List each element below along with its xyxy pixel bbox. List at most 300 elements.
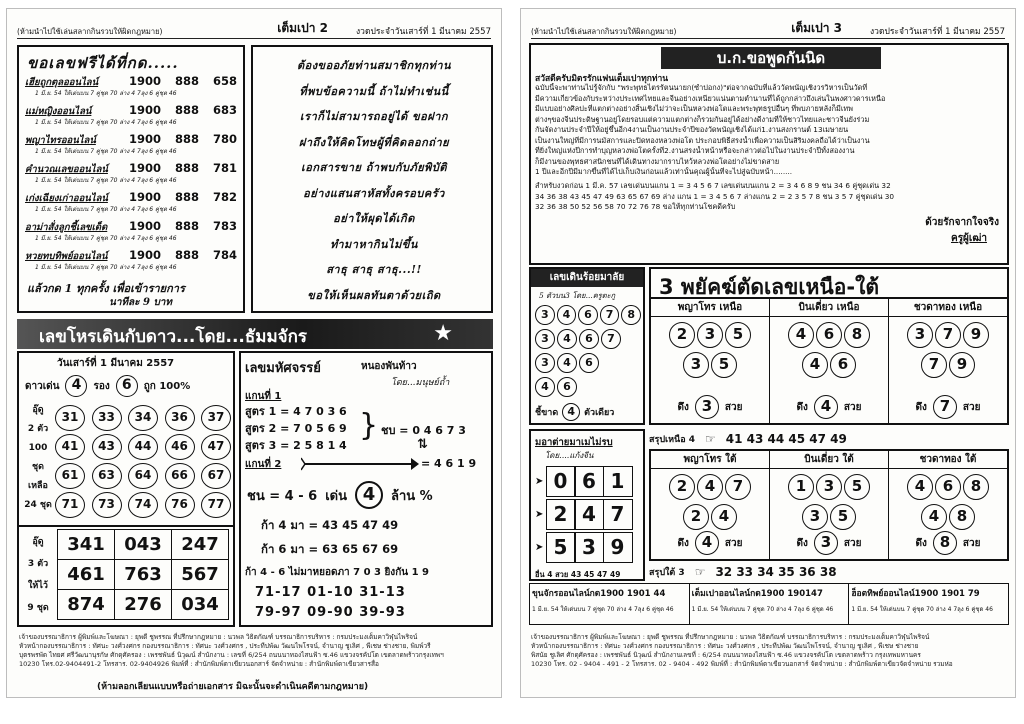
two-digit-cell: 36 — [165, 405, 195, 431]
moa-row — [535, 531, 641, 564]
two-digit-row — [55, 432, 231, 461]
tiger-suay-label: สวย — [962, 401, 981, 413]
phone-row — [25, 249, 239, 278]
two-digit-cell: 31 — [55, 405, 85, 431]
tiger-suay-label: สวย — [843, 537, 862, 549]
three-digit-cell: 461 — [58, 560, 115, 590]
phone-row-sub: 1 มี.ย. 54 ให้เด่นบน 7 คู่ชุด 70 ล่าง 4 7ลุง 6 คู่ชุด 46 — [35, 206, 177, 213]
three-digit-cell: 874 — [58, 590, 115, 620]
left-page — [6, 8, 502, 698]
tiger-column — [889, 299, 1007, 423]
magic-by: หนองพันท้าว — [361, 361, 417, 372]
ad-1-sub: 1 มี.ย. 54 ให้เด่นบน 7 คู่ชุด 70 ล่าง 4 7ลุง 6 คู่ชุด 46 — [532, 606, 674, 613]
h6-line: ก้า 6 มา = 63 65 67 69 — [261, 542, 399, 556]
chon-row — [247, 481, 433, 509]
two-digit-label: เหลือ — [28, 481, 48, 491]
two-digit-cell: 76 — [165, 492, 195, 518]
tiger-cell: 4 — [921, 504, 947, 530]
notice-line: อย่างแสนสาหัสทั้งครอบครัว — [303, 186, 445, 200]
moa-row — [535, 465, 641, 498]
formula-list — [245, 403, 347, 454]
tiger-cell: 4 — [802, 352, 828, 378]
star-icon: ★ — [433, 321, 453, 346]
tiger-cell: 6 — [816, 322, 842, 348]
two-digit-cell: 34 — [128, 405, 158, 431]
tiger-row-2 — [889, 504, 1007, 530]
tiger-cell: 8 — [949, 504, 975, 530]
tiger-dig-row — [651, 395, 769, 419]
moa-title: มอาต่ายมาเมไม่รบ — [535, 437, 613, 448]
right-page — [520, 8, 1016, 698]
notice-lines — [261, 53, 487, 308]
three-digit-label: 9 ชุด — [27, 603, 49, 613]
notice-line: เราก็ไม่สามารถอยู่ได้ ขอฝาก — [299, 110, 449, 123]
tiger-row-2 — [770, 352, 888, 378]
tiger-dig-label: ดึง — [677, 401, 689, 413]
two-digit-cell: 61 — [55, 463, 85, 489]
notice-line: เอกสารขาย ถ้าพบกับภัยพิบัติ — [300, 161, 448, 174]
tiger-cell: 2 — [669, 322, 695, 348]
walk-row — [535, 327, 641, 351]
tiger-column-title: บินเดี่ยว เหนือ — [770, 299, 888, 317]
tiger-dig-number: 7 — [933, 395, 957, 419]
walk-sub: 5 ตัวบน3 โดย...ครูตะกู — [539, 291, 616, 300]
walk-foot-word: ตัวเดียว — [584, 408, 615, 418]
ad-2 — [690, 584, 850, 624]
three-digit-labels — [23, 531, 53, 619]
moa-cell: 9 — [603, 532, 633, 563]
signature-1: ด้วยรักจากใจจริง — [925, 217, 999, 228]
two-digit-cell: 46 — [165, 434, 195, 460]
moa-foot: อื่น 4 สวย 43 45 47 49 — [535, 570, 621, 579]
walk-cell: 4 — [557, 329, 577, 349]
tiger-dig-row — [889, 395, 1007, 419]
tiger-cell: 5 — [725, 322, 751, 348]
editor-talk-box — [529, 43, 1009, 265]
paragraph-line: กันจัดงานประจำปีให้อยู่ขึ้นอีก4งานเป็นงานประจำปีของวัดพนัญเชิงได้แก่1.งานสงกรานต์ 13เมษายน — [535, 125, 849, 134]
phone-row-code: 783 — [213, 219, 238, 233]
top-result: ชบ = 0 4 6 7 3 — [381, 424, 466, 437]
two-digit-cell: 37 — [201, 405, 231, 431]
dao-date: วันเสาร์ที่ 1 มีนาคม 2557 — [57, 358, 175, 369]
tiger-cell: 3 — [802, 504, 828, 530]
two-digit-grid — [55, 403, 231, 519]
phone-row-name: คำนวณเลขออนไลน์ — [25, 164, 108, 175]
walk-cell: 8 — [621, 305, 641, 325]
tiger-dig-number: 3 — [814, 531, 838, 555]
formula-line: สูตร 2 = 7 0 5 6 9 — [245, 422, 347, 435]
phone-row-code: 780 — [213, 132, 238, 146]
dao-lead-row — [25, 375, 190, 397]
moa-row — [535, 498, 641, 531]
walk-box — [529, 267, 645, 425]
phone-row — [25, 75, 239, 104]
walk-cell: 6 — [557, 377, 577, 397]
paragraph-line: ต่างๆของจีนประดิษฐานอยู่โดยรอบแต่ความแตกต่างก็รวมกันอยู่ได้อย่างดีงามที่ให้ชาวไทยและชาวจีนยังร่วม — [535, 114, 870, 124]
magic-title: เลขมหัศจรรย์ — [245, 361, 321, 376]
tiger-dig-label: ดึง — [915, 537, 927, 549]
stats-block — [535, 181, 1005, 213]
left-footer-3: บุตรพรพัด ไทยศ ศรีวัฒนานุรกัษ ศักดุศัครอง : เพรชพันธ์ นิวุฒน์ สำนักงาน : เลขที่ 6/254 ถนนนาทองไสนฟ้า ซ.46 แขวงจรคัปโต เขตลาดพร้าวกรุงเทพฯ — [19, 651, 444, 659]
moa-cell: 5 — [546, 532, 576, 563]
lead-word: เด่น — [325, 488, 347, 504]
tiger-cell: 3 — [683, 352, 709, 378]
magic-by2: โดย...มนุษย์ถ้ำ — [391, 378, 450, 388]
phone-row-sub: 1 มี.ย. 54 ให้เด่นบน 7 คู่ชุด 70 ล่าง 4 7ลุง 6 คู่ชุด 46 — [35, 119, 177, 126]
tiger-dig-number: 4 — [695, 531, 719, 555]
phone-row-code: 683 — [213, 103, 238, 117]
dao-divider — [19, 525, 233, 527]
paragraph-line: มีแบบอย่างศิลปะที่แตกต่างอย่างสิ้นเชิงไม่ว่าจะเป็นหลวงพ่อโตและพระพุทธรูปอื่นๆ ที่พบภายหลังก็มีเทพ — [535, 104, 853, 113]
tiger-dig-label: ดึง — [796, 537, 808, 549]
signature-2: ครูผู้เฒ่า — [951, 233, 987, 244]
right-header-date: งวดประจำวันเสาร์ที่ 1 มีนาคม 2557 — [870, 27, 1005, 37]
phone-row-name: พญาไทรออนไลน์ — [25, 135, 96, 146]
ad-1 — [530, 584, 690, 624]
tiger-cell: 4 — [697, 474, 723, 500]
phone-row-mid: 888 — [175, 190, 200, 204]
tiger-dig-number: 4 — [814, 395, 838, 419]
paragraph-line: มีความเกี่ยวข้องกับระหว่างประเทศไทยและจีนอย่างเหนียวแน่นตามตำนานที่ได้ถูกกล่าวถึงเล่นในพงศาวดารเหนือ — [535, 93, 886, 103]
walk-cell: 3 — [535, 329, 555, 349]
phone-row — [25, 133, 239, 162]
tiger-row-1 — [889, 474, 1007, 500]
tiger-dig-number: 3 — [695, 395, 719, 419]
formula-line: สูตร 1 = 4 7 0 3 6 — [245, 405, 347, 418]
tiger-cell: 6 — [935, 474, 961, 500]
phone-row-name: แม่หญิงออนไลน์ — [25, 106, 92, 117]
notice-line: ฝาถึงให้คิดโทษผู้ที่คิดลอกถ่าย — [298, 135, 450, 149]
notice-box — [251, 45, 493, 313]
phone-row-mid: 888 — [175, 132, 200, 146]
notice-line: ขอให้เห็นผลทันตาด้วยเถิด — [307, 288, 441, 302]
tiger-cell: 8 — [963, 474, 989, 500]
paragraph-line: 1 ปีและอีกปีมีมากขึ้นที่ได้ไปเก็บเงินก่อนแล้วเท่านั้นคุณผู้นั้นที่จะไปสู่ฉบับหน้า........ — [535, 167, 793, 176]
tiger-column-title: บินเดี่ยว ใต้ — [770, 451, 888, 469]
tiger-suay-label: สวย — [843, 401, 862, 413]
right-footer-1: เจ้าของบรรณาธิการ ผู้พิมพ์และโฆษณา : ยุพดี ชูพรรณ ที่ปรึกษากฎหมาย : นวพล วิธิตกัณฑ์ บรรณาธิการบริหาร : กรมประมงเต็มคาวิฬุนไพริจน์ — [531, 633, 930, 641]
tiger-column — [770, 451, 889, 559]
walk-title: เลขเดินร้อยมาลัย — [531, 269, 643, 287]
south-summary-label: สรุปใต้ 3 — [649, 568, 685, 578]
two-digit-row — [55, 490, 231, 519]
walk-cell: 6 — [578, 305, 598, 325]
phone-row-prefix: 1900 — [129, 190, 162, 204]
notice-line: อย่าให้ผุดได้เกิด — [333, 212, 415, 225]
ad-1-title: ขุนจักรออนไลน์กด1900 1901 44 — [532, 589, 666, 599]
tiger-column — [889, 451, 1007, 559]
north-summary-label: สรุปเหนือ 4 — [649, 435, 696, 445]
two-digit-row — [55, 461, 231, 490]
tiger-column-title: พญาโทร เหนือ — [651, 299, 769, 317]
walk-row — [535, 303, 641, 327]
walk-cell: 6 — [579, 329, 599, 349]
pointing-hand-icon: ☞ — [705, 432, 716, 446]
south-columns — [649, 449, 1009, 561]
walk-cell: 3 — [535, 305, 555, 325]
three-digit-row — [58, 560, 229, 590]
phone-list — [25, 75, 239, 278]
moa-cell: 7 — [603, 499, 633, 530]
north-summary — [649, 429, 1009, 449]
phone-row-sub: 1 มี.ย. 54 ให้เด่นบน 7 คู่ชุด 70 ล่าง 4 7ลุง 6 คู่ชุด 46 — [35, 90, 177, 97]
tiger-cell: 4 — [711, 504, 737, 530]
notice-line: ที่พบข้อความนี้ ถ้าไม่ทำเช่นนี้ — [299, 84, 449, 98]
stats-line-3: 32 36 38 50 52 56 58 70 72 76 78 ขอให้ทุกท่านโชคดีครับ — [535, 202, 736, 211]
left-header-note: (ห้ามนำไปใช้เล่นสลากกินรวบให้ผิดกฎหมาย) — [17, 27, 163, 36]
method1-label: แกนที่ 1 — [245, 391, 282, 402]
tiger-dig-label: ดึง — [677, 537, 689, 549]
tiger-row-2 — [770, 504, 888, 530]
tiger-column-title: พญาโทร ใต้ — [651, 451, 769, 469]
tiger-cell: 9 — [949, 352, 975, 378]
paragraph-line: ฉบับนี้จะพาท่านไปรู้จักกับ "พระพุทธไตรรัตนนายก(ซำปอกง)"ต่อจากฉบับที่แล้ววัดพนัญเชิงวรวิหารเป็นวัดที่ — [535, 83, 868, 92]
three-digit-cell: 043 — [115, 530, 172, 560]
ad-3-sub: 1 มี.ย. 54 ให้เด่นบน 7 คู่ชุด 70 ล่าง 4 7ลุง 6 คู่ชุด 46 — [851, 606, 993, 613]
right-footer-4: 10230 โทร. 02 - 9404 - 491 - 2 โทรสาร. 02 - 9404 - 492 พิมพ์ที่ : สำนักพิมพ์ตาเขียวนอกสาร์ จัดจำหน่าย : สำนักพิมพ์ตาเขียวจัดจำหน่าย รวมห่อ — [531, 660, 953, 668]
ad-3 — [849, 584, 1008, 624]
two-digit-cell: 44 — [128, 434, 158, 460]
walk-cell: 4 — [557, 353, 577, 373]
million-label: ล้าน % — [390, 488, 433, 504]
left-header-date: งวดประจำวันเสาร์ที่ 1 มีนาคม 2557 — [356, 27, 491, 37]
lead-number: 4 — [355, 481, 383, 509]
tiger-cell: 4 — [907, 474, 933, 500]
two-digit-row — [55, 403, 231, 432]
two-digit-label: 100 — [28, 443, 48, 453]
tiger-dig-row — [889, 531, 1007, 555]
formula-line: สูตร 3 = 2 5 8 1 4 — [245, 439, 347, 452]
walk-foot — [535, 403, 614, 421]
phone-row-mid: 888 — [175, 219, 200, 233]
two-digit-cell: 41 — [55, 434, 85, 460]
walk-cell: 4 — [557, 305, 577, 325]
three-tigers-title-box — [649, 267, 1009, 299]
walk-cell: 3 — [535, 353, 555, 373]
tiger-cell: 5 — [711, 352, 737, 378]
dao-second-number: 6 — [116, 375, 138, 397]
phone-row — [25, 191, 239, 220]
tiger-cell: 3 — [816, 474, 842, 500]
right-header-note: (ห้ามนำไปใช้เล่นสลากกินรวบให้ผิดกฎหมาย) — [531, 27, 677, 36]
moa-by: โดย....แก้งจีน — [545, 451, 594, 460]
dao-second-label: รอง — [93, 380, 110, 392]
two-digit-cell: 33 — [92, 405, 122, 431]
three-tigers-title: 3 พยัคฆ์ตัดเลขเหนือ-ใต้ — [659, 275, 879, 299]
tiger-column — [651, 299, 770, 423]
phone-row-prefix: 1900 — [129, 161, 162, 175]
three-digit-cell: 763 — [115, 560, 172, 590]
tiger-row-1 — [651, 322, 769, 348]
phone-row-prefix: 1900 — [129, 132, 162, 146]
three-digit-cell: 567 — [172, 560, 229, 590]
notice-line: สาธุ สาธุ สาธุ...!! — [326, 263, 422, 276]
paragraph-line: เป็นงานใหญ่ที่มีการนมัสการและปิดทองหลวงพ่อโต ประกอบพิธีสรงน้ำเพื่อความเป็นสิริมงคลถือได้ว่าเป็นงาน — [535, 135, 870, 145]
two-digit-cell: 77 — [201, 492, 231, 518]
tiger-cell: 3 — [907, 322, 933, 348]
three-digit-label: ให้ไว้ — [28, 581, 48, 591]
tiger-cell: 8 — [844, 322, 870, 348]
phone-row-prefix: 1900 — [129, 103, 162, 117]
tiger-cell: 3 — [697, 322, 723, 348]
phone-row — [25, 220, 239, 249]
phone-row-mid: 888 — [175, 103, 200, 117]
tiger-dig-row — [770, 531, 888, 555]
walk-row — [535, 375, 641, 399]
left-footer-1: เจ้าของบรรณาธิการ ผู้พิมพ์และโฆษณา : ยุพดี ชูพรรณ ที่ปรึกษากฎหมาย : นวพล วิธิตกัณฑ์ บรรณาธิการบริหาร : กรมประมงเต็มคาวิฬุนไพริจน์ — [19, 633, 418, 641]
pairs-line-1: 71-17 01-10 31-13 — [255, 585, 406, 600]
tiger-row-2 — [651, 352, 769, 378]
walk-cell: 7 — [600, 305, 620, 325]
walk-row — [535, 351, 641, 375]
tiger-dig-number: 8 — [933, 531, 957, 555]
north-summary-values: 41 43 44 45 47 49 — [725, 432, 847, 446]
walk-cell: 4 — [535, 377, 555, 397]
tiger-row-1 — [770, 474, 888, 500]
moa-cell: 6 — [574, 466, 604, 497]
notice-line: ทำมาหากินไม่ขึ้น — [330, 237, 418, 251]
ad-strip — [529, 583, 1009, 625]
three-digit-cell: 247 — [172, 530, 229, 560]
phone-row — [25, 104, 239, 133]
walk-cell: 7 — [601, 329, 621, 349]
ad-3-title: ฮ็อตทิพย์ออนไลน์1900 1901 79 — [851, 589, 980, 599]
ad-2-sub: 1 มี.ย. 54 ให้เด่นบน 7 คู่ชุด 70 ล่าง 4 7ลุง 6 คู่ชุด 46 — [691, 606, 834, 613]
south-summary — [649, 563, 1009, 581]
two-digit-label: 24 ชุด — [24, 500, 52, 510]
two-digit-cell: 73 — [92, 492, 122, 518]
tiger-dig-row — [770, 395, 888, 419]
tiger-column-title: ชวดาทอง เหนือ — [889, 299, 1007, 317]
notice-line: ต้องขออภัยท่านสมาชิกทุกท่าน — [296, 59, 452, 72]
phone-row-code: 782 — [213, 190, 238, 204]
phone-row-mid: 888 — [175, 248, 200, 262]
moa-cell: 1 — [603, 466, 633, 497]
tiger-suay-label: สวย — [724, 401, 743, 413]
free-number-banner: ขอเลขฟรีได้ที่กด..... — [27, 54, 179, 72]
moa-cell: 4 — [574, 499, 604, 530]
walk-foot-label: ชี้ขาด — [535, 408, 559, 418]
phone-row-sub: 1 มี.ย. 54 ให้เด่นบน 7 คู่ชุด 70 ล่าง 4 7ลุง 6 คู่ชุด 46 — [35, 264, 177, 271]
dao-box — [17, 351, 235, 627]
tiger-suay-label: สวย — [724, 537, 743, 549]
left-page-label: เต็มเปา 2 — [277, 21, 329, 35]
two-digit-cell: 67 — [201, 463, 231, 489]
two-digit-label: อุ๊ดู — [32, 405, 44, 415]
tiger-column — [651, 451, 770, 559]
phone-row-prefix: 1900 — [129, 219, 162, 233]
free-foot-rate: นาทีละ 9 บาท — [109, 297, 173, 308]
h4-line: ก้า 4 มา = 43 45 47 49 — [261, 518, 399, 532]
brace-icon: } — [359, 408, 379, 443]
right-page-header — [531, 19, 1005, 39]
two-digit-label: ชุด — [32, 462, 44, 472]
phone-row-code: 784 — [213, 248, 238, 262]
left-page-header — [17, 19, 491, 39]
phone-row-sub: 1 มี.ย. 54 ให้เด่นบน 7 คู่ชุด 70 ล่าง 4 7ลุง 6 คู่ชุด 46 — [35, 177, 177, 184]
chon-line: ชน = 4 - 6 — [247, 488, 318, 504]
tiger-cell: 7 — [921, 352, 947, 378]
pairs-line-2: 79-97 09-90 39-93 — [255, 605, 406, 620]
three-digit-cell: 034 — [172, 590, 229, 620]
tiger-row-1 — [889, 322, 1007, 348]
phone-row-code: 781 — [213, 161, 238, 175]
dao-banner — [17, 319, 493, 349]
north-columns — [649, 299, 1009, 425]
free-foot: แล้วกด 1 ทุกครั้ง เพื่อเข้ารายการ — [27, 282, 185, 295]
phone-row-sub: 1 มี.ย. 54 ให้เด่นบน 7 คู่ชุด 70 ล่าง 4 7ลุง 6 คู่ชุด 46 — [35, 235, 177, 242]
dao-lead-number: 4 — [65, 375, 87, 397]
three-digit-label: 3 ตัว — [27, 559, 49, 569]
two-digit-cell: 43 — [92, 434, 122, 460]
walk-cell: 6 — [579, 353, 599, 373]
left-bottom-note: (ห้ามลอกเลียนแบบหรือถ่ายเอกสาร มิฉะนั้นจะดำเนินคดีตามกฎหมาย) — [97, 682, 369, 692]
tiger-suay-label: สวย — [962, 537, 981, 549]
tiger-dig-row — [651, 531, 769, 555]
two-digit-label: 2 ตัว — [27, 424, 49, 434]
two-digit-cell: 47 — [201, 434, 231, 460]
editorial-paragraph — [535, 83, 1005, 178]
dao-pct: ถูก 100% — [143, 380, 191, 392]
arrow-result: = 4 6 1 9 — [421, 457, 477, 470]
right-footer-2: หัวหน้ากองบรรณาธิการ : ทัศนะ วงศ์วงศกร กองบรรณาธิการ : ทัศนะ วงศ์วงศกร , ประทีปพัฒ วัฒนไพโรจน์, จำนาญ ชูเลิศ , พีเชษ ช่างชาย — [531, 642, 919, 650]
paragraph-line: ก็มีงานของพุทธศาสนิกชนที่ได้เดินทางมากราบไหว้หลวงพ่อโตอย่างไม่ขาดสาย — [535, 156, 780, 166]
phone-row-name: เก่งเฉียงเก่าออนไลน์ — [25, 193, 108, 204]
three-digit-cell: 341 — [58, 530, 115, 560]
three-digit-cell: 276 — [115, 590, 172, 620]
paragraph-line: ที่ยิ่งใหญ่แห่งปีการทำบุญหลวงพ่อโตครั้งที่2.งานสรงน้ำหน้าหรือจะกล่าวต่อไปในงานประจำปีทั้งสองงาน — [535, 146, 855, 155]
three-digit-row — [58, 590, 229, 620]
dao-lead-label: ดาวเด่น — [25, 380, 60, 392]
phone-row-code: 658 — [213, 74, 238, 88]
phone-row — [25, 162, 239, 191]
stats-line-1: สำหรับงวดก่อน 1 มี.ค. 57 เลขเด่นบนแกน 1 = 3 4 5 6 7 เลขเด่นบนแกน 2 = 3 4 6 8 9 ชน 34 6 คู่ชุดเด่น 32 — [535, 181, 891, 190]
right-page-label: เต็มเปา 3 — [791, 21, 843, 35]
tiger-row-1 — [651, 474, 769, 500]
magic-box — [239, 351, 493, 627]
two-digit-labels — [23, 403, 53, 517]
left-footer-4: 10230 โทร.02-9404491-2 โทรสาร. 02-9404926 พิมพ์ที่ : สำนักพิมพ์ตาเขียวนอกสาร์ จัดจำหน่าย : สำนักพิมพ์ตาเขียวสารสื่อ — [19, 660, 379, 668]
moa-grid — [535, 465, 641, 564]
swap-arrows-icon: ⇅ — [417, 437, 428, 452]
two-digit-cell: 74 — [128, 492, 158, 518]
moa-cell: 0 — [546, 466, 576, 497]
pointing-hand-icon: ☞ — [694, 565, 706, 579]
arrow-right-icon: ➤ — [535, 509, 544, 520]
tiger-dig-label: ดึง — [915, 401, 927, 413]
phone-row-sub: 1 มี.ย. 54 ให้เด่นบน 7 คู่ชุด 70 ล่าง 4 7ลุง 6 คู่ชุด 46 — [35, 148, 177, 155]
arrow-right-icon: ➤ — [535, 542, 544, 553]
tiger-cell: 9 — [963, 322, 989, 348]
walk-rows — [535, 303, 641, 399]
phone-row-mid: 888 — [175, 74, 200, 88]
arrow-right-icon: ➤ — [535, 476, 544, 487]
phone-row-prefix: 1900 — [129, 74, 162, 88]
left-footer-2: หัวหน้ากองบรรณาธิการ : ทัศนะ วงศ์วงศกร กองบรรณาธิการ : ทัศนะ วงศ์วงศกร , ประทีปพัฒ วัฒนไพโรจน์, จำนาญ ชูเลิศ , พีเชษ ช่างชาย, พิมพ์วรี — [19, 642, 431, 650]
two-digit-cell: 66 — [165, 463, 195, 489]
talk-banner: บ.ก.ขอพูดกันนิด — [661, 47, 881, 69]
dao-banner-text: เลขโหรเดินกับดาว...โดย...ธัมมจักร — [39, 327, 308, 347]
tiger-cell: 1 — [788, 474, 814, 500]
tiger-cell: 2 — [683, 504, 709, 530]
left-footer — [19, 633, 493, 669]
tiger-cell: 7 — [725, 474, 751, 500]
tiger-column — [770, 299, 889, 423]
tiger-cell: 4 — [788, 322, 814, 348]
range-line: ก้า 4 - 6 ไม่มาหยอดภา 7 0 3 ยิงกัน 1 9 — [245, 567, 429, 578]
three-digit-row — [58, 530, 229, 560]
tiger-cell: 2 — [669, 474, 695, 500]
